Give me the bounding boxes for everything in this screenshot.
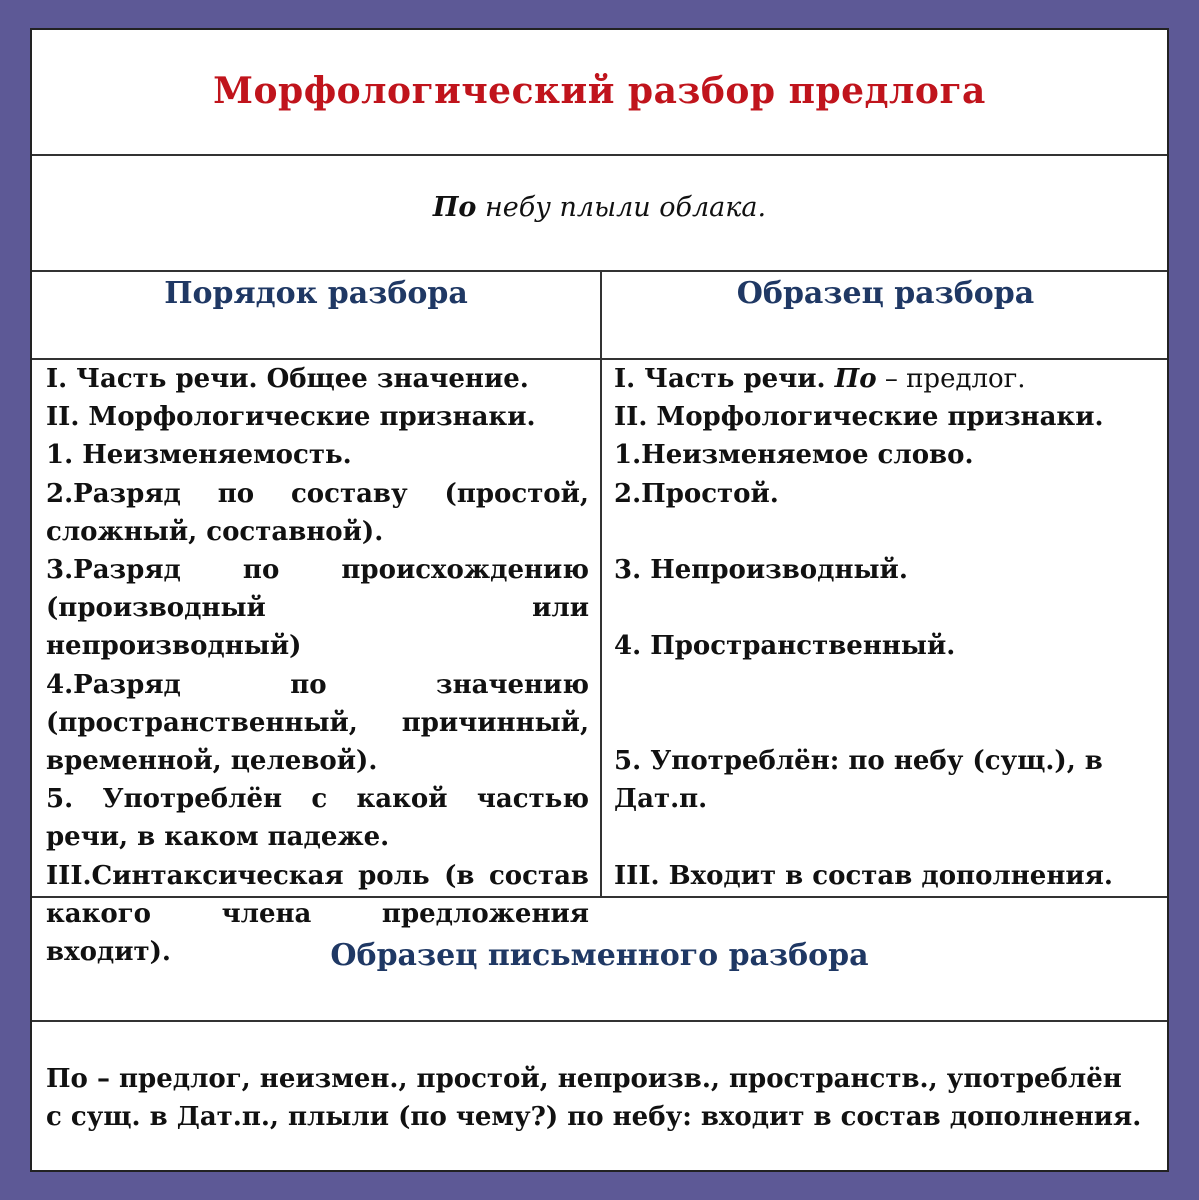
order-line: 5. Употреблён с какой частью речи, в каком падеже. <box>46 784 589 853</box>
page-title: Морфологический разбор предлога <box>213 70 986 112</box>
sample-line <box>614 360 1154 398</box>
sample-line: 5. Употреблён: по небу (сущ.), в Дат.п. <box>614 745 1103 815</box>
sample-line-rest: – предлог. <box>876 364 1026 394</box>
sample-line-word: По <box>834 364 877 394</box>
written-analysis-header: Образец письменного разбора <box>330 938 869 973</box>
sample-line: 4. Пространственный. <box>614 631 956 662</box>
example-sentence <box>32 192 1167 223</box>
order-line: 3.Разряд по происхождению (производный или непроизводный) <box>46 555 589 662</box>
order-line: 2.Разряд по составу (простой, сложный, составной). <box>46 478 589 547</box>
example-rest: небу плыли облака. <box>476 192 767 223</box>
order-line: 1. Неизменяемость. <box>46 440 352 471</box>
order-line: 4.Разряд по значению (пространственный, причинный, временной, целевой). <box>46 669 589 777</box>
spacer <box>614 513 1154 551</box>
sample-cell <box>614 360 1154 895</box>
written-analysis-text: По – предлог, неизмен., простой, непроизв., пространств., употреблён с сущ. в Дат.п., плыли (по чему?) по небу: входит в состав дополнения. <box>46 1064 1142 1132</box>
analysis-table <box>30 28 1169 1172</box>
order-line: III.Синтаксическая роль (в состав какого члена предложения входит). <box>46 860 589 968</box>
spacer <box>614 589 1154 627</box>
example-word: По <box>432 192 477 223</box>
sample-line: 3. Непроизводный. <box>614 555 908 585</box>
spacer <box>614 818 1154 856</box>
order-column-header: Порядок разбора <box>164 276 468 311</box>
spacer <box>614 666 1154 704</box>
order-line: II. Морфологические признаки. <box>46 402 536 433</box>
spacer <box>614 704 1154 742</box>
divider <box>32 154 1167 156</box>
sample-line-prefix: I. Часть речи. <box>614 364 835 394</box>
sample-line: 1.Неизменяемое слово. <box>614 440 974 471</box>
order-cell <box>46 360 589 971</box>
sample-line: III. Входит в состав дополнения. <box>614 860 1113 891</box>
sample-column-header: Образец разбора <box>736 276 1035 311</box>
column-divider <box>600 270 602 896</box>
sample-line: 2.Простой. <box>614 478 779 509</box>
sample-line: II. Морфологические признаки. <box>614 402 1104 433</box>
divider <box>32 896 1167 898</box>
order-line: I. Часть речи. Общее значение. <box>46 364 529 394</box>
divider <box>32 1020 1167 1022</box>
